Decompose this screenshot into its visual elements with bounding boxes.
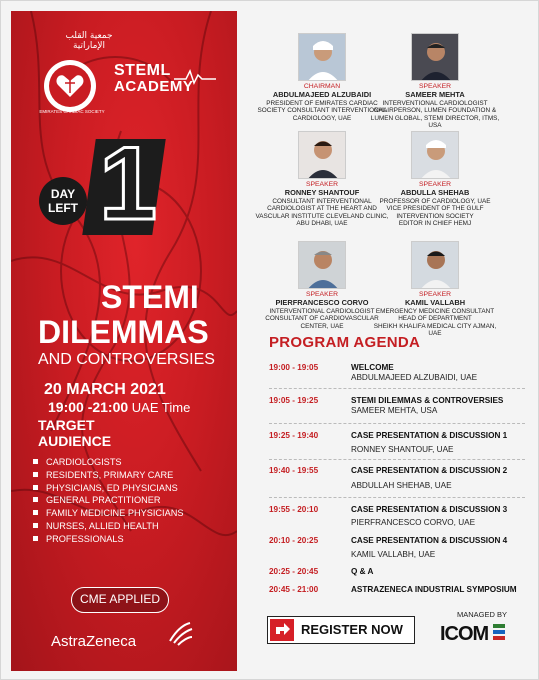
icom-logo: ICOM xyxy=(440,622,505,646)
steml-academy-logo: STEML ACADEMY xyxy=(114,63,193,94)
poster: جمعية القلب الإماراتية EMIRATES CARDIAC SOCIETY STEML ACADEMY 1 DAY LEFT STEMI DILEMMAS AND CONTROVERSIES 20 MARCH 2021 19:00 -21:00 UAE Time TARGET AUDIENCE CARDIOLOGISTS RESIDENTS, PRIMARY CARE PHYSICIANS, ED PHYSICIANS GENERAL PRACTITIONER FAMILY MEDICINE PHYSICIANS NURSES, ALLIED HEALTH PROFESSIONALS CME APPLIED AstraZeneca CHAIRMAN ABDULMAJEED ALZUBAIDI PRESIDENT OF EMIRATES CARDIAC SOCIETY CONSULTANT INTERVENTIONAL CARDIOLOGY, UAE SPEAKER SAMEER MEHTA INTERVENTIONAL CARDIOLOGIST CHAIRPERSON, LUMEN FOUNDATION & LUMEN GLOBAL, STEMI DIRECTOR, ITMS, USA SPEAKER RONNEY SHANTOUF CONSULTANT INTERVENTIONAL CARDIOLOGIST AT THE HEART AND VASCULAR INSTITUTE CLEVELAND CLINIC, ABU DHABI, UAE SPEAKER ABDULLA SHEHAB PROFESSOR OF CARDIOLOGY, UAE VICE PRESIDENT OF THE GULF INTERVENTION SOCIETY EDITOR IN CHIEF HEMJ SPEAKER PIERFRANCESCO CORVO INTERVENTIONAL CARDIOLOGIST CONSULTANT OF CARDIOVASCULAR CENTER, UAE SPEAKER KAMIL VALLABH EMERGENCY MEDICINE CONSULTANT HEAD OF DEPARTMENT SHEIKH KHALIFA MEDICAL CITY AJMAN, UAE PROGRAM AGENDA 19:00 - 19:05 WELCOME ABDULMAJEED ALZUBAIDI, UAE 19:05 - 19:25 STEMI DILEMMAS & CONTROVERSIES SAMEER MEHTA, USA 19:25 - 19:40 CASE PRESENTATION & DISCUSSION 1 RONNEY SHANTOUF, UAE 19:40 - 19:55 CASE PRESENTATION & DISCUSSION 2 ABDULLAH SHEHAB, UAE 19:55 - 20:10 CASE PRESENTATION & DISCUSSION 3 PIERFRANCESCO CORVO, UAE 20:10 - 20:25 CASE PRESENTATION & DISCUSSION 4 KAMIL VALLABH, UAE 20:25 - 20:45 Q & A 20:45 - 21:00 ASTRAZENECA INDUSTRIAL SYMPOSIUM REGISTER NOW MANAGED BY ICOM xyxy=(0,0,539,680)
list-item: FAMILY MEDICINE PHYSICIANS xyxy=(33,507,184,520)
event-subtitle: AND CONTROVERSIES xyxy=(38,351,215,368)
divider xyxy=(269,459,525,460)
audience-list xyxy=(33,456,184,546)
list-item: PHYSICIANS, ED PHYSICIANS xyxy=(33,482,184,495)
speaker-photo xyxy=(411,241,459,289)
list-item: CARDIOLOGISTS xyxy=(33,456,184,469)
speaker-card: SPEAKER SAMEER MEHTA INTERVENTIONAL CARDIOLOGIST CHAIRPERSON, LUMEN FOUNDATION & LUMEN GLOBAL, STEMI DIRECTOR, ITMS, USA xyxy=(355,33,515,130)
agenda-heading: PROGRAM AGENDA xyxy=(269,334,421,351)
register-now-button[interactable]: REGISTER NOW xyxy=(267,616,415,644)
divider xyxy=(269,497,525,498)
speaker-photo xyxy=(411,131,459,179)
event-title-line1: STEMI xyxy=(101,279,199,315)
cme-applied-badge: CME APPLIED xyxy=(71,587,169,613)
list-item: RESIDENTS, PRIMARY CARE xyxy=(33,469,184,482)
speaker-photo xyxy=(411,33,459,81)
list-item: GENERAL PRACTITIONER xyxy=(33,494,184,507)
managed-by-label: MANAGED BY xyxy=(457,610,508,619)
icom-bars-icon xyxy=(493,622,505,642)
astrazeneca-logo: AstraZeneca xyxy=(51,633,137,650)
left-panel xyxy=(11,11,237,671)
list-item: PROFESSIONALS xyxy=(33,533,184,546)
heartbeat-icon xyxy=(174,69,216,85)
speaker-card: SPEAKER KAMIL VALLABH EMERGENCY MEDICINE CONSULTANT HEAD OF DEPARTMENT SHEIKH KHALIFA MEDICAL CITY AJMAN, UAE xyxy=(355,241,515,338)
speaker-card: SPEAKER RONNEY SHANTOUF CONSULTANT INTERVENTIONAL CARDIOLOGIST AT THE HEART AND VASCULAR INSTITUTE CLEVELAND CLINIC, ABU DHABI, UAE xyxy=(242,131,402,228)
event-time: 19:00 -21:00 UAE Time xyxy=(48,399,191,415)
list-item: NURSES, ALLIED HEALTH xyxy=(33,520,184,533)
event-date: 20 MARCH 2021 xyxy=(44,381,166,398)
speaker-photo xyxy=(298,241,346,289)
event-title-line2: DILEMMAS xyxy=(38,314,209,350)
speaker-card: SPEAKER PIERFRANCESCO CORVO INTERVENTIONAL CARDIOLOGIST CONSULTANT OF CARDIOVASCULAR CENTER, UAE xyxy=(242,241,402,330)
target-audience-heading: TARGET AUDIENCE xyxy=(38,417,112,449)
speaker-photo xyxy=(298,131,346,179)
astrazeneca-symbol-icon xyxy=(166,619,194,647)
ecs-english-name: EMIRATES CARDIAC SOCIETY xyxy=(39,109,105,114)
ecs-arabic-name: جمعية القلب الإماراتية xyxy=(65,31,113,51)
speaker-photo xyxy=(298,33,346,81)
countdown-number: 1 xyxy=(99,126,157,242)
speaker-card: CHAIRMAN ABDULMAJEED ALZUBAIDI PRESIDENT OF EMIRATES CARDIAC SOCIETY CONSULTANT INTERVENTIONAL CARDIOLOGY, UAE xyxy=(242,33,402,122)
arrow-icon xyxy=(270,619,294,641)
divider xyxy=(269,423,525,424)
divider xyxy=(269,388,525,389)
day-left-badge: DAY LEFT xyxy=(39,177,87,225)
speaker-card: SPEAKER ABDULLA SHEHAB PROFESSOR OF CARDIOLOGY, UAE VICE PRESIDENT OF THE GULF INTERVENTION SOCIETY EDITOR IN CHIEF HEMJ xyxy=(355,131,515,228)
